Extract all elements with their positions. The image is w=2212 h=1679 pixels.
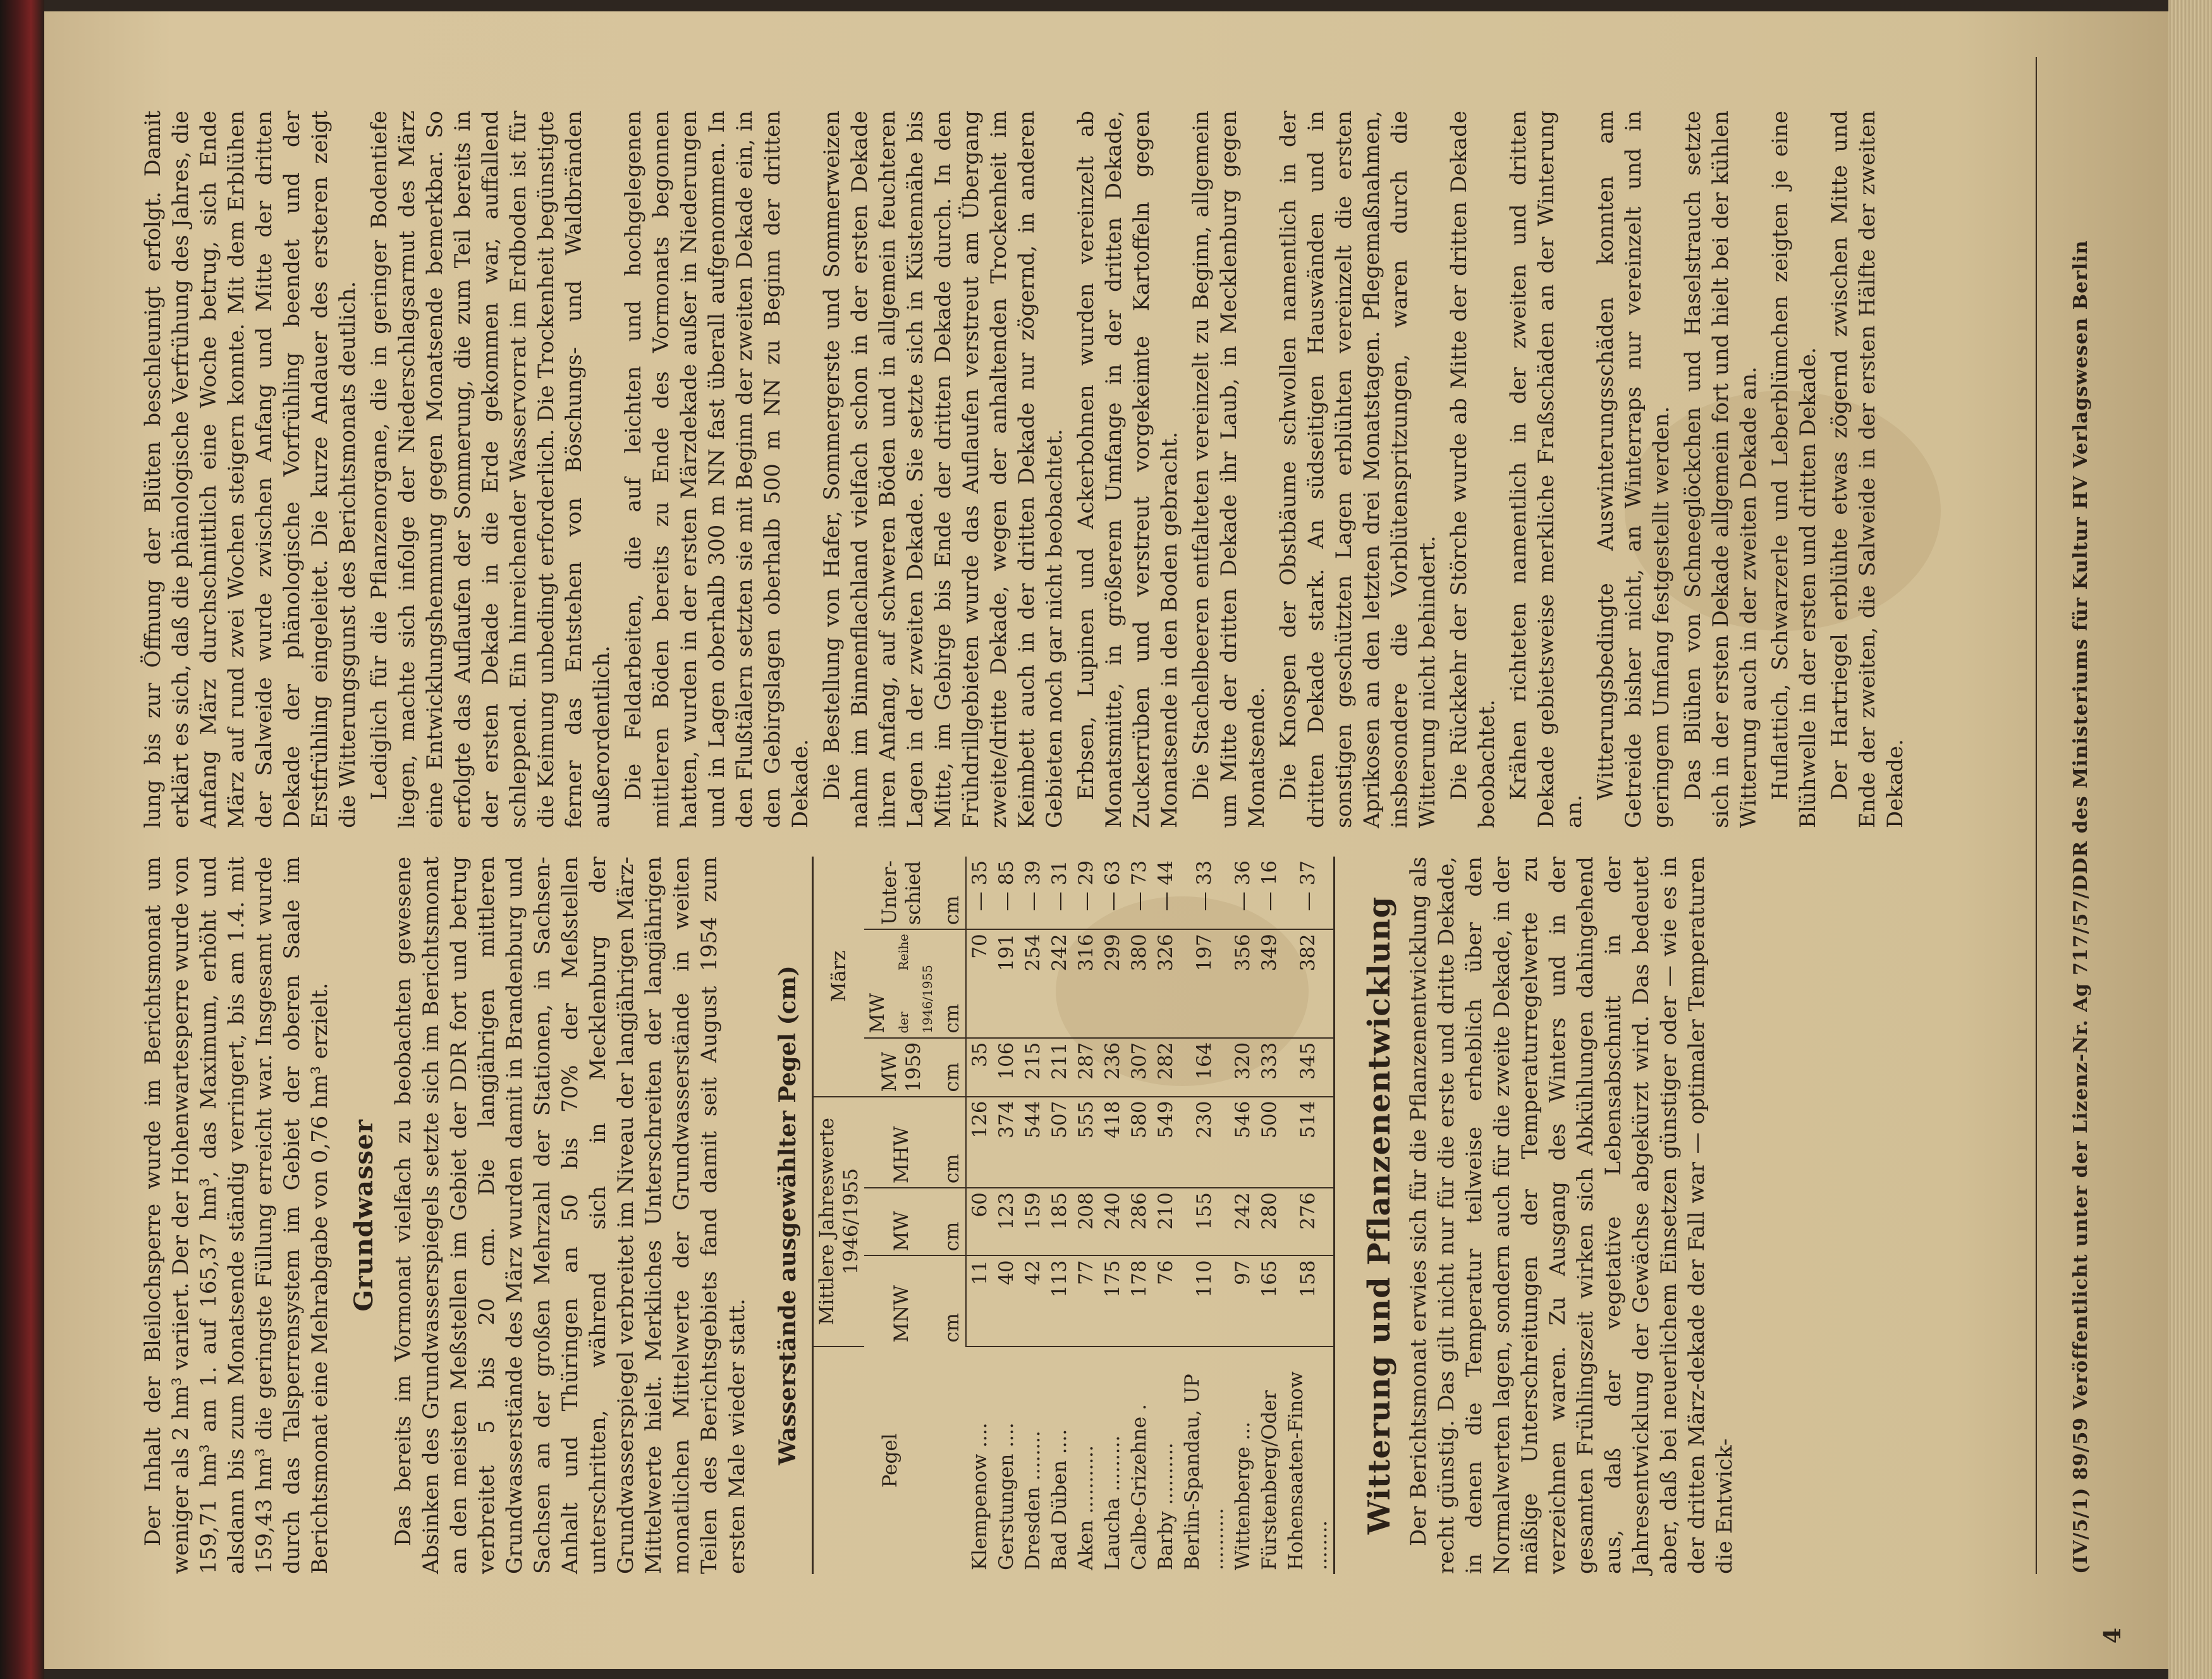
table-row (1179, 857, 1230, 1574)
cell-diff: — 33 (1179, 857, 1230, 929)
paragraph-huflattich: Huflattich, Schwarzerle und Leberblümchen zeigten je eine Blühwelle in der ersten und dritten Dekade. (1768, 111, 1821, 828)
cell-mnw: 76 (1152, 1255, 1179, 1346)
cell-mwreihe: 299 (1099, 929, 1126, 1037)
cell-diff: — 35 (966, 857, 993, 929)
header-mhw: MHW (864, 1097, 939, 1188)
paragraph-obstbaeume: Die Knospen der Obstbäume schwollen namentlich in der dritten Dekade stark. An südseitigen Hauswänden und in sonstigen geschützten Lagen erblühten vereinzelt die ersten Aprikosen an den letzten drei Monatstagen. Pflegemaßnahmen, insbesondere die Vorblütenspritzungen, waren durch die Witterung nicht behindert. (1276, 111, 1440, 828)
book-binding (0, 0, 44, 1679)
cell-mw1959: 211 (1046, 1038, 1073, 1097)
cell-name: Wittenberge ... (1231, 1421, 1254, 1570)
table-row (966, 857, 993, 1574)
cell-name: Laucha ......... (1101, 1435, 1124, 1570)
table-row (1046, 857, 1073, 1574)
cell-mw: 159 (1020, 1188, 1046, 1255)
table-row (1283, 857, 1335, 1574)
header-mw: MW (864, 1188, 939, 1255)
cell-mwreihe: 349 (1256, 929, 1283, 1037)
cell-mw1959: 307 (1126, 1038, 1152, 1097)
cell-mw: 242 (1230, 1188, 1256, 1255)
unit-cm: cm (939, 1038, 966, 1097)
cell-mw: 240 (1099, 1188, 1126, 1255)
paragraph-grundwasser: Das bereits im Vormonat vielfach zu beobachten gewesene Absinken des Grundwasserspiegels setzte sich im Berichtsmonat an den meisten Meßstellen im Gebiet der DDR fort und betrug verbreitet 5 bis 20 cm. Die langjährigen mittleren Grundwasserstände des März wurden damit in Brandenburg und Sachsen an der großen Mehrzahl der Stationen, in Sachsen-Anhalt und Thüringen an 50 bis 70% der Meßstellen unterschritten, während sich in Mecklenburg der Grundwasserspiegel verbreitet im Niveau der langjährigen März-Mittelwerte hielt. Merkliches Unterschreiten der langjährigen monatlichen Mittelwerte der Grundwasserstände in weiten Teilen des Berichtsgebiets fand damit seit August 1954 zum ersten Male wieder statt. (391, 857, 750, 1574)
cell-mw1959: 333 (1256, 1038, 1283, 1097)
cell-name: Barby .......... (1154, 1443, 1177, 1570)
paragraph-entwicklung: lung bis zur Öffnung der Blüten beschleunigt erfolgt. Damit erklärt es sich, daß die phänologische Verfrühung des Jahres, die Anfang März durchschnittlich eine Woche betrug, sich Ende März auf rund zwei Wochen steigern konnte. Mit dem Erblühen der Salweide wurde zwischen Anfang und Mitte der dritten Dekade der phänologische Vorfrühling beendet und der Erstfrühling eingeleitet. Die kurze Andauer des ersteren zeigt die Witterungsgunst des Berichtsmonats deutlich. (140, 111, 360, 828)
cell-mwreihe: 326 (1152, 929, 1179, 1037)
cell-mnw: 110 (1179, 1255, 1230, 1346)
right-column (139, 111, 1913, 828)
heading-grundwasser: Grundwasser (349, 1119, 379, 1312)
paragraph-niederschlag: Lediglich für die Pflanzenorgane, die in geringer Bodentiefe liegen, machte sich infolge der Niederschlagsarmut des März eine Entwicklungshemmung gegen Monatsende bemerkbar. So erfolgte das Auflaufen der Sommerung, die zum Teil bereits in der ersten Dekade in die Erde gekommen war, auffallend schleppend. Ein hinreichender Wasservorrat im Erdboden ist für die Keimung unbedingt erforderlich. Die Trockenheit begünstigte ferner das Entstehen von Böschungs- und Waldbränden außerordentlich. (367, 111, 614, 828)
cell-mwreihe: 382 (1283, 929, 1335, 1037)
unit-cm: cm (939, 1097, 966, 1188)
cell-mw1959: 164 (1179, 1038, 1230, 1097)
cell-mhw: 374 (993, 1097, 1020, 1188)
table-row (1152, 857, 1179, 1574)
table-title: Wasserstände ausgewählter Pegel (cm) (774, 965, 801, 1465)
cell-mnw: 40 (993, 1255, 1020, 1346)
cell-mw1959: 236 (1099, 1038, 1126, 1097)
cell-mhw: 555 (1073, 1097, 1099, 1188)
paragraph-bestellung: Die Bestellung von Hafer, Sommergerste und Sommerweizen nahm im Binnenflachland vielfach schon in der ersten Dekade ihren Anfang, auf schweren Böden und in allgemein feuchteren Lagen in der zweiten Dekade. Sie setzte sich in Küstennähe bis Mitte, im Gebirge bis Ende der dritten Dekade durch. In den Frühdrillgebieten wurde das Auflaufen verstreut am Übergang zweite/dritte Dekade, wegen der anhaltenden Trockenheit im Keimbett auch in der dritten Dekade nur zögernd, in anderen Gebieten noch gar nicht beobachtet. (819, 111, 1067, 828)
paragraph-stachelbeeren: Die Stachelbeeren entfalteten vereinzelt zu Beginn, allgemein um Mitte der dritten Dekade ihr Laub, in Mecklenburg gegen Monatsende. (1188, 111, 1269, 828)
cell-mw: 286 (1126, 1188, 1152, 1255)
paragraph-erbsen: Erbsen, Lupinen und Ackerbohnen wurden vereinzelt ab Monatsmitte, in größerem Umfange in der dritten Dekade, Zuckerrüben und verstreut vorgekeimte Kartoffeln gegen Monatsende in den Boden gebracht. (1073, 111, 1182, 828)
paragraph-auswinterung: Witterungsbedingte Auswinterungsschäden konnten am Getreide bisher nicht, an Winterraps nur vereinzelt und in geringem Umfang festgestellt werden. (1593, 111, 1674, 828)
header-unterschied: Unter- schied (864, 857, 939, 929)
header-mittlere-jahreswerte: Mittlere Jahreswerte 1946/1955 (813, 1097, 865, 1346)
cell-mw1959: 35 (966, 1038, 993, 1097)
cell-mw1959: 106 (993, 1038, 1020, 1097)
paragraph-schneegloeckchen: Das Blühen von Schneeglöckchen und Haselstrauch setzte sich in der ersten Dekade allgemein fort und hielt bei der kühlen Witterung auch in der zweiten Dekade an. (1680, 111, 1761, 828)
paragraph-kraehen: Krähen richteten namentlich in der zweiten und dritten Dekade gebietsweise merkliche Fraßschäden an der Winterung an. (1506, 111, 1587, 828)
cell-diff: — 44 (1152, 857, 1179, 929)
cell-mnw: 158 (1283, 1255, 1335, 1346)
cell-mw: 280 (1256, 1188, 1283, 1255)
cell-mwreihe: 380 (1126, 929, 1152, 1037)
cell-diff: — 85 (993, 857, 1020, 929)
cell-mw: 208 (1073, 1188, 1099, 1255)
cell-mnw: 42 (1020, 1255, 1046, 1346)
table-row (1126, 857, 1152, 1574)
paragraph-hartriegel: Der Hartriegel erblühte etwas zögernd zwischen Mitte und Ende der zweiten, die Salweide in der ersten Hälfte der zweiten Dekade. (1827, 111, 1908, 828)
cell-name: Dresden ........ (1022, 1431, 1044, 1570)
table-row (1020, 857, 1046, 1574)
cell-mnw: 77 (1073, 1255, 1099, 1346)
cell-mhw: 507 (1046, 1097, 1073, 1188)
cell-mhw: 514 (1283, 1097, 1335, 1188)
cell-mw: 60 (966, 1188, 993, 1255)
cell-mnw: 113 (1046, 1255, 1073, 1346)
cell-mhw: 546 (1230, 1097, 1256, 1188)
cell-mhw: 549 (1152, 1097, 1179, 1188)
paragraph-feldarbeiten: Die Feldarbeiten, die auf leichten und hochgelegenen mittleren Böden bereits zu Ende des Vormonats begonnen hatten, wurden in der ersten Märzdekade außer in Niederungen und in Lagen oberhalb 300 m NN fast überall aufgenommen. In den Flußtälern setzten sie mit Beginn der zweiten Dekade ein, in den Gebirgslagen oberhalb 500 m NN zu Beginn der dritten Dekade. (621, 111, 813, 828)
cell-diff: — 31 (1046, 857, 1073, 929)
table-row (1099, 857, 1126, 1574)
cell-name: Klempenow .... (968, 1422, 991, 1570)
cell-name: Bad Düben .... (1048, 1429, 1071, 1570)
cell-mw1959: 287 (1073, 1038, 1099, 1097)
cell-name: Aken ........... (1075, 1445, 1097, 1570)
heading-witterung: Witterung und Pflanzenentwicklung (1362, 896, 1397, 1535)
header-pegel: Pegel (813, 1346, 967, 1574)
page-edges (2168, 0, 2212, 1679)
cell-mw: 185 (1046, 1188, 1073, 1255)
cell-mwreihe: 254 (1020, 929, 1046, 1037)
rotated-page-content (44, 11, 2168, 1669)
cell-mnw: 178 (1126, 1255, 1152, 1346)
table-row (993, 857, 1020, 1574)
cell-mnw: 97 (1230, 1255, 1256, 1346)
cell-mhw: 580 (1126, 1097, 1152, 1188)
cell-mhw: 500 (1256, 1097, 1283, 1188)
cell-name: Fürstenberg/Oder (1258, 1390, 1281, 1570)
unit-cm: cm (939, 929, 966, 1037)
header-maerz: März (813, 857, 865, 1097)
cell-mhw: 230 (1179, 1097, 1230, 1188)
cell-mwreihe: 191 (993, 929, 1020, 1037)
cell-mhw: 544 (1020, 1097, 1046, 1188)
header-mnw: MNW (890, 1285, 913, 1343)
cell-mnw: 165 (1256, 1255, 1283, 1346)
wasserstaende-table (812, 857, 1335, 1574)
cell-mwreihe: 197 (1179, 929, 1230, 1037)
table-row (1230, 857, 1256, 1574)
cell-mw: 155 (1179, 1188, 1230, 1255)
paragraph-witterung: Der Berichtsmonat erwies sich für die Pflanzenentwicklung als recht günstig. Das gilt nicht nur für die erste und dritte Dekade, in denen die Temperatur teilweise erheblich über den Normalwerten lagen, sondern auch für die zweite Dekade, in der mäßige Unterschreitungen der Temperaturregelwerte zu verzeichnen waren. Zu Ausgang des Winters und in der gesamten Frühlingszeit wirken sich Abkühlungen dahingehend aus, daß der vegetative Lebensabschnitt in der Jahresentwicklung der Gewächse abgekürzt wird. Das bedeutet aber, daß bei neuerlichem Einsetzen günstiger oder — wie es in der dritten März-dekade der Fall war — optimaler Temperaturen die Entwick- (1406, 857, 1737, 1574)
cell-mwreihe: 316 (1073, 929, 1099, 1037)
paragraph-stoerche: Die Rückkehr der Störche wurde ab Mitte der dritten Dekade beobachtet. (1446, 111, 1500, 828)
cell-mnw: 175 (1099, 1255, 1126, 1346)
cell-diff: — 29 (1073, 857, 1099, 929)
cell-mw: 276 (1283, 1188, 1335, 1255)
table-row (1073, 857, 1099, 1574)
cell-mw1959: 345 (1283, 1038, 1335, 1097)
cell-diff: — 16 (1256, 857, 1283, 929)
cell-mw1959: 215 (1020, 1038, 1046, 1097)
table-row (1256, 857, 1283, 1574)
cell-diff: — 37 (1283, 857, 1335, 929)
cell-diff: — 63 (1099, 857, 1126, 929)
page-number: 4 (2099, 1627, 2126, 1644)
cell-diff: — 73 (1126, 857, 1152, 929)
unit-cm: cm (939, 1188, 966, 1255)
cell-mwreihe: 70 (966, 929, 993, 1037)
cell-diff: — 36 (1230, 857, 1256, 929)
table-body (966, 857, 1335, 1574)
cell-mwreihe: 356 (1230, 929, 1256, 1037)
unit-cm: cm (939, 857, 966, 929)
cell-name: Gerstungen .... (995, 1422, 1018, 1570)
imprint-footer: (IV/5/1) 89/59 Veröffentlicht unter der Lizenz-Nr. Ag 717/57/DDR des Ministeriums für Kultur HV Verlagswesen Berlin (2070, 240, 2092, 1574)
cell-mw1959: 282 (1152, 1038, 1179, 1097)
cell-name: Berlin-Spandau, UP .......... (1181, 1374, 1228, 1570)
cell-mhw: 418 (1099, 1097, 1126, 1188)
cell-name: Calbe-Grizehne . (1128, 1404, 1151, 1570)
unit-cm: cm (939, 1255, 966, 1346)
footer-rule (2036, 57, 2037, 1574)
cell-mw: 210 (1152, 1188, 1179, 1255)
header-mw-reihe: MW der Reihe 1946/1955 (864, 929, 939, 1037)
left-column (139, 857, 1742, 1574)
cell-diff: — 39 (1020, 857, 1046, 929)
header-mw-1959: MW 1959 (864, 1038, 939, 1097)
cell-name: Hohensaaten-Finow ........ (1283, 1346, 1335, 1574)
cell-mwreihe: 242 (1046, 929, 1073, 1037)
paragraph-talsperren: Der Inhalt der Bleilochsperre wurde im Berichtsmonat um weniger als 2 hm³ variiert. Der der Hohenwartesperre wurde von 159,71 hm³ am 1. auf 165,37 hm³, das Maximum, erhöht und alsdann bis zum Monatsende ständig verringert, bis am 1.4. mit 159,43 hm³ die geringste Füllung erreicht war. Insgesamt wurde durch das Talsperrensystem im Gebiet der oberen Saale im Berichtsmonat eine Mehrabgabe von 0,76 hm³ erzielt. (140, 857, 333, 1574)
cell-mw1959: 320 (1230, 1038, 1256, 1097)
cell-mhw: 126 (966, 1097, 993, 1188)
cell-mnw: 11 (966, 1255, 993, 1346)
cell-mw: 123 (993, 1188, 1020, 1255)
